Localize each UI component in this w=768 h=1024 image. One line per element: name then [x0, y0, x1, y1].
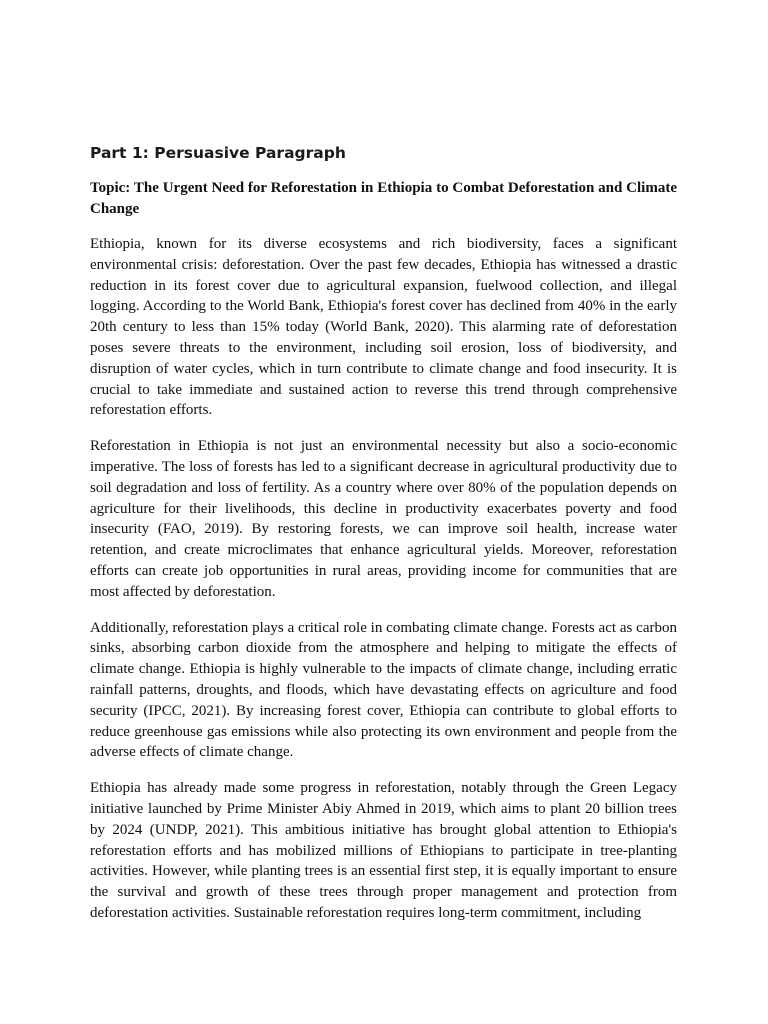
section-heading: Part 1: Persuasive Paragraph	[90, 144, 346, 162]
topic-statement: Topic: The Urgent Need for Reforestation in Ethiopia to Combat Deforestation and Climate Change	[90, 180, 677, 217]
paragraph-2: Reforestation in Ethiopia is not just an environmental necessity but also a socio-economic imperative. The loss of forests has led to a significant decrease in agricultural productivity due to soil degradation and loss of fertility. As a country where over 80% of the population depends on agriculture for their livelihoods, this decline in productivity exacerbates poverty and food insecurity (FAO, 2019). By restoring forests, we can improve soil health, increase water retention, and create microclimates that enhance agricultural yields. Moreover, reforestation efforts can create job opportunities in rural areas, providing income for communities that are most affected by deforestation.	[90, 438, 677, 600]
document-page	[90, 142, 677, 939]
paragraph-3: Additionally, reforestation plays a critical role in combating climate change. Forests act as carbon sinks, absorbing carbon dioxide from the atmosphere and helping to mitigate the effects of climate change. Ethiopia is highly vulnerable to the impacts of climate change, including erratic rainfall patterns, droughts, and floods, which have devastating effects on agriculture and food security (IPCC, 2021). By increasing forest cover, Ethiopia can contribute to global efforts to reduce greenhouse gas emissions while also protecting its own environment and people from the adverse effects of climate change.	[90, 619, 677, 761]
paragraph-1: Ethiopia, known for its diverse ecosystems and rich biodiversity, faces a significant environmental crisis: deforestation. Over the past few decades, Ethiopia has witnessed a drastic reduction in its forest cover due to agricultural expansion, fuelwood collection, and illegal logging. According to the World Bank, Ethiopia's forest cover has declined from 40% in the early 20th century to less than 15% today (World Bank, 2020). This alarming rate of deforestation poses severe threats to the environment, including soil erosion, loss of biodiversity, and disruption of water cycles, which in turn contribute to climate change and food insecurity. It is crucial to take immediate and sustained action to reverse this trend through comprehensive reforestation efforts.	[90, 236, 677, 419]
paragraph-4: Ethiopia has already made some progress in reforestation, notably through the Green Legacy initiative launched by Prime Minister Abiy Ahmed in 2019, which aims to plant 20 billion trees by 2024 (UNDP, 2021). This ambitious initiative has brought global attention to Ethiopia's reforestation efforts and has mobilized millions of Ethiopians to participate in tree-planting activities. However, while planting trees is an essential first step, it is equally important to ensure the survival and growth of these trees through proper management and protection from deforestation activities. Sustainable reforestation requires long-term commitment, including	[90, 780, 677, 921]
